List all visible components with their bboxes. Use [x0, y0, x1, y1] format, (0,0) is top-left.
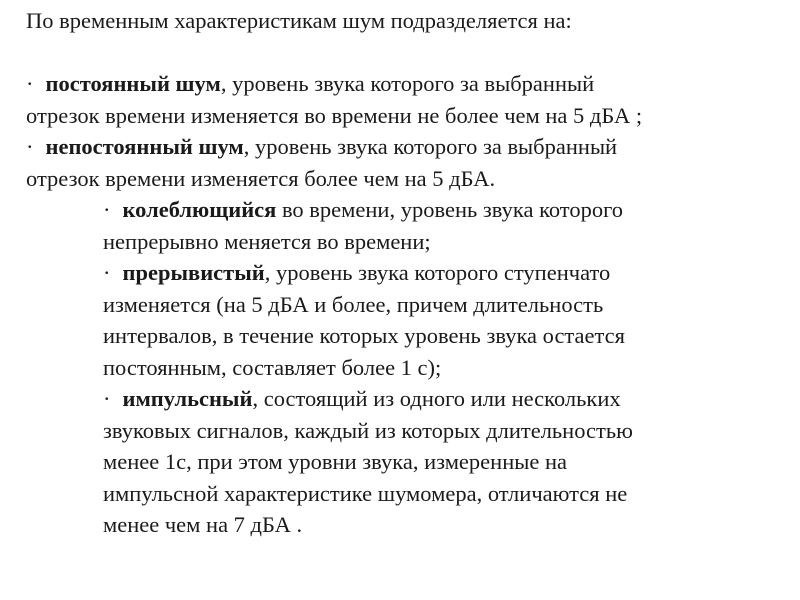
subitem-continuation: интервалов, в течение которых уровень звука остается [103, 323, 625, 348]
bullet-icon: · [26, 134, 34, 159]
subitem-intermittent [26, 257, 776, 289]
subitem-continuation: импульсной характеристике шумомера, отличаются не [103, 480, 628, 506]
subitem-text: во времени, уровень звука которого [276, 197, 624, 222]
bullet-icon: · [103, 260, 111, 285]
item-continuation: отрезок времени изменяется во времени не более чем на 5 дБА ; [26, 102, 643, 128]
bullet-icon: · [103, 197, 111, 222]
subitem-continuation: постоянным, составляет более 1 с); [103, 354, 442, 380]
term-intermittent: прерывистый [122, 260, 265, 285]
term-constant-noise: постоянный шум [45, 71, 221, 96]
list-item-nonconstant-noise [26, 131, 776, 163]
heading: По временным характеристикам шум подразделяется на: [26, 8, 572, 33]
subitem-impulse [26, 383, 776, 415]
subitem-continuation: менее 1с, при этом уровни звука, измеренные на [103, 449, 567, 474]
term-nonconstant-noise: непостоянный шум [45, 134, 244, 159]
item-text: , уровень звука которого за выбранный [220, 71, 595, 96]
subitem-text: , состоящий из одного или нескольких [252, 386, 621, 411]
bullet-icon: · [103, 386, 111, 411]
subitem-continuation: звуковых сигналов, каждый из которых длительностью [103, 417, 633, 443]
item-continuation: отрезок времени изменяется более чем на 5 дБА. [26, 165, 496, 191]
subitem-text: , уровень звука которого ступенчато [264, 260, 611, 285]
bullet-icon: · [26, 71, 34, 96]
subitem-continuation: менее чем на 7 дБА . [103, 512, 303, 537]
term-fluctuating: колеблющийся [122, 197, 277, 222]
item-text: , уровень звука которого за выбранный [243, 134, 618, 159]
list-item-constant-noise [26, 68, 776, 100]
term-impulse: импульсный [122, 386, 253, 411]
subitem-continuation: непрерывно меняется во времени; [103, 228, 431, 254]
subitem-fluctuating [26, 194, 776, 226]
blank-line [26, 37, 776, 69]
subitem-continuation: изменяется (на 5 дБА и более, причем длительность [103, 291, 604, 317]
